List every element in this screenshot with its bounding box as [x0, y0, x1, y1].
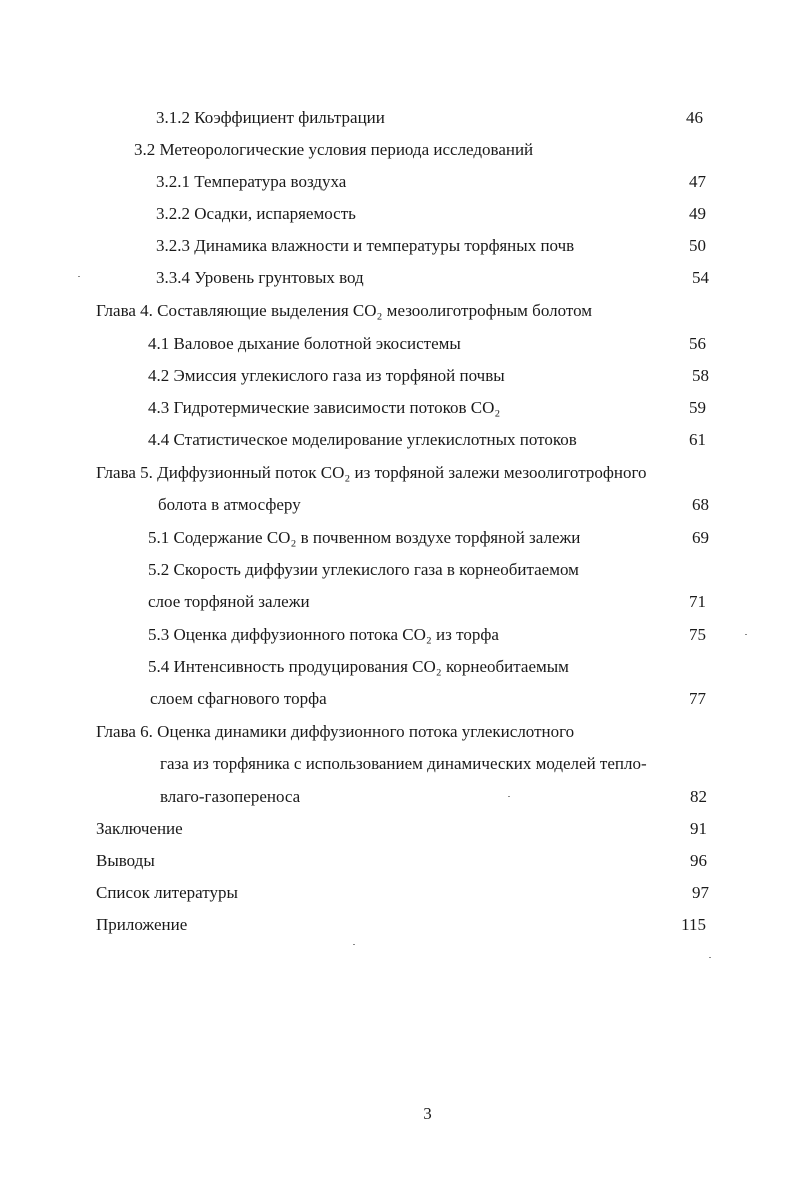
toc-entry-page: 75 [689, 625, 706, 644]
toc-entry [0, 653, 795, 681]
toc-entry-page: 69 [692, 528, 709, 547]
toc-entry [0, 136, 795, 164]
toc-entry [0, 168, 795, 196]
scan-speck [78, 276, 80, 277]
toc-entry [0, 847, 795, 875]
toc-entry [0, 588, 795, 616]
toc-entry [0, 524, 795, 552]
toc-entry-title: Глава 5. Диффузионный поток CO₂ из торфяной залежи мезоолиготрофного [96, 463, 647, 482]
toc-entry [0, 297, 795, 325]
toc-entry-page: 77 [689, 689, 706, 708]
page-number: 3 [423, 1104, 432, 1123]
toc-entry-page: 49 [689, 204, 706, 223]
toc-entry-page: 54 [692, 268, 709, 287]
toc-entry-title: влаго-газопереноса [160, 787, 301, 806]
toc-entry [0, 783, 795, 811]
toc-entry [0, 330, 795, 358]
toc-entry [0, 491, 795, 519]
toc-entry-page: 71 [689, 592, 706, 611]
toc-entry [0, 362, 795, 390]
toc-entry [0, 815, 795, 843]
toc-entry-title: Заключение [96, 819, 183, 838]
scan-speck [353, 944, 355, 945]
toc-entry-title: 4.1 Валовое дыхание болотной экосистемы [148, 334, 461, 353]
toc-entry-page: 68 [692, 495, 709, 514]
toc-entry-title: слоем сфагнового торфа [150, 689, 327, 708]
toc-entry-title: газа из торфяника с использованием динамических моделей тепло- [160, 754, 647, 773]
toc-entry-title: Глава 6. Оценка динамики диффузионного потока углекислотного [96, 722, 575, 741]
toc-entry [0, 750, 795, 778]
toc-entry-title: 3.2 Метеорологические условия периода исследований [134, 140, 534, 159]
toc-entry-page: 50 [689, 236, 706, 255]
toc-entry-title: Приложение [96, 915, 188, 934]
toc-entry-title: 3.2.2 Осадки, испаряемость [156, 204, 356, 223]
toc-entry-title: Глава 4. Составляющие выделения CO₂ мезоолиготрофным болотом [96, 301, 592, 320]
toc-entry-page: 58 [692, 366, 709, 385]
toc-entry-title: слое торфяной залежи [148, 592, 310, 611]
toc-entry [0, 718, 795, 746]
toc-entry-page: 56 [689, 334, 706, 353]
toc-entry-title: 5.4 Интенсивность продуцирования CO₂ корнеобитаемым [148, 657, 569, 676]
toc-entry [0, 232, 795, 260]
toc-entry-title: Список литературы [96, 883, 238, 902]
toc-entry [0, 104, 795, 132]
toc-entry-title: 4.2 Эмиссия углекислого газа из торфяной почвы [148, 366, 505, 385]
toc-entry-title: болота в атмосферу [158, 495, 301, 514]
toc-entry [0, 911, 795, 939]
toc-entry-title: 3.3.4 Уровень грунтовых вод [156, 268, 364, 287]
toc-entry [0, 394, 795, 422]
toc-entry-page: 61 [689, 430, 706, 449]
toc-entry [0, 264, 795, 292]
toc-entry-title: 4.4 Статистическое моделирование углекислотных потоков [148, 430, 577, 449]
toc-entry [0, 879, 795, 907]
scan-speck [745, 634, 747, 635]
toc-entry-title: Выводы [96, 851, 155, 870]
toc-entry-page: 97 [692, 883, 709, 902]
toc-entry [0, 556, 795, 584]
toc-entry-page: 82 [690, 787, 707, 806]
toc-entry-title: 4.3 Гидротермические зависимости потоков CO₂ [148, 398, 501, 417]
toc-entry-title: 5.1 Содержание CO₂ в почвенном воздухе торфяной залежи [148, 528, 581, 547]
toc-entry-title: 3.2.1 Температура воздуха [156, 172, 347, 191]
toc-entry-page: 96 [690, 851, 707, 870]
scan-speck [508, 796, 510, 797]
toc-entry-title: 5.3 Оценка диффузионного потока CO₂ из торфа [148, 625, 499, 644]
toc-entry-page: 47 [689, 172, 706, 191]
toc-entry-title: 5.2 Скорость диффузии углекислого газа в корнеобитаемом [148, 560, 579, 579]
toc-entry-title: 3.1.2 Коэффициент фильтрации [156, 108, 385, 127]
toc-entry [0, 621, 795, 649]
toc-entry [0, 459, 795, 487]
toc-entry-page: 91 [690, 819, 707, 838]
toc-entry [0, 200, 795, 228]
toc-entry-page: 59 [689, 398, 706, 417]
scan-speck [709, 957, 711, 958]
toc-entry-title: 3.2.3 Динамика влажности и температуры торфяных почв [156, 236, 575, 255]
toc-entry [0, 685, 795, 713]
toc-entry [0, 426, 795, 454]
toc-entry-page: 115 [681, 915, 706, 934]
toc-entry-page: 46 [686, 108, 703, 127]
